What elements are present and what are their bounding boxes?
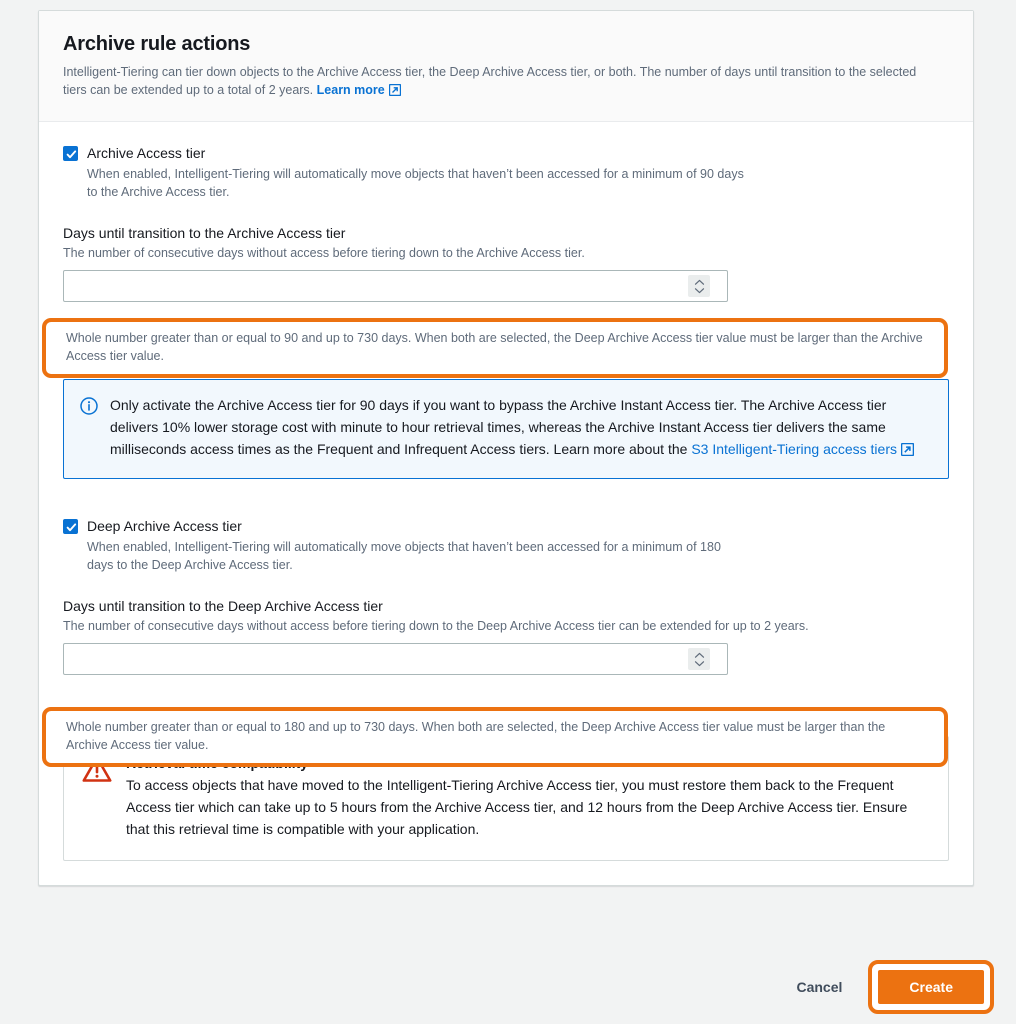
archive-access-constraint-text: Whole number greater than or equal to 90 and up to 730 days. When both are selected, the Deep Archive Access tier value must be larger than the Archive Access tier value. — [66, 331, 923, 363]
deep-archive-access-constraint-highlight — [42, 707, 948, 767]
deep-archive-access-days-stepper[interactable] — [688, 648, 710, 670]
page-title: Archive rule actions — [63, 33, 251, 55]
create-button[interactable]: Create — [878, 970, 984, 1004]
deep-archive-access-tier-texts — [87, 517, 747, 574]
deep-archive-access-tier-description: When enabled, Intelligent-Tiering will automatically move objects that haven’t been accessed for a minimum of 180 days to the Deep Archive Access tier. — [87, 540, 721, 572]
archive-access-days-input[interactable] — [63, 270, 728, 302]
intelligent-tiering-access-tiers-link[interactable] — [691, 441, 914, 457]
archive-access-constraint-highlight — [42, 318, 948, 378]
archive-access-tier-description: When enabled, Intelligent-Tiering will automatically move objects that haven’t been accessed for a minimum of 90 days to the Archive Access tier. — [87, 167, 744, 199]
deep-archive-access-tier-label: Deep Archive Access tier — [87, 518, 242, 534]
learn-more-link[interactable] — [317, 83, 401, 97]
chevron-down-icon — [694, 287, 705, 294]
archive-access-days-field — [63, 223, 949, 302]
archive-access-days-input-wrap — [63, 270, 728, 302]
external-link-icon — [389, 83, 401, 101]
card-description-text: Intelligent-Tiering can tier down objects to the Archive Access tier, the Deep Archive Access tier, or both. The number of days until transition to the selected tiers can be extended up to a total of 2 years. — [63, 65, 917, 97]
create-button-highlight — [868, 960, 994, 1014]
archive-access-tier-label: Archive Access tier — [87, 145, 206, 161]
archive-access-tier-checkbox-row[interactable] — [63, 144, 949, 201]
deep-archive-access-days-field — [63, 596, 949, 675]
card-body — [39, 122, 973, 885]
info-alert-body: Only activate the Archive Access tier for 90 days if you want to bypass the Archive Instant Access tier. The Archive Access tier delivers 10% lower storage cost with minute to hour retrieval times, whereas the Archive Instant Access tier delivers the same milliseconds access times as the Frequent and Infrequent Access tiers. Learn more about the — [110, 397, 887, 457]
external-link-icon — [901, 440, 914, 462]
intelligent-tiering-access-tiers-label: S3 Intelligent-Tiering access tiers — [691, 441, 897, 457]
chevron-up-icon — [694, 652, 705, 659]
archive-access-info-alert — [63, 379, 949, 479]
archive-access-days-label: Days until transition to the Archive Access tier — [63, 225, 346, 241]
deep-archive-access-days-label: Days until transition to the Deep Archive Access tier — [63, 598, 383, 614]
deep-archive-access-tier-checkbox-row[interactable] — [63, 517, 949, 574]
deep-archive-access-constraint-text: Whole number greater than or equal to 180 and up to 730 days. When both are selected, the Deep Archive Access tier value must be larger than the Archive Access tier value. — [66, 720, 886, 752]
cancel-button[interactable]: Cancel — [776, 971, 862, 1003]
card-header — [39, 11, 973, 122]
footer-actions — [0, 960, 1016, 1014]
checkmark-icon — [65, 148, 78, 161]
deep-archive-access-days-input[interactable] — [63, 643, 728, 675]
archive-access-tier-texts — [87, 144, 747, 201]
checkmark-icon — [65, 521, 78, 534]
chevron-down-icon — [694, 660, 705, 667]
card-description — [63, 63, 943, 101]
learn-more-label: Learn more — [316, 83, 385, 97]
deep-archive-access-days-description: The number of consecutive days without access before tiering down to the Deep Archive Access tier can be extended for up to 2 years. — [63, 619, 809, 633]
info-alert-text — [110, 394, 930, 462]
warning-alert-body: To access objects that have moved to the Intelligent-Tiering Archive Access tier, you must restore them back to the Frequent Access tier which can take up to 5 hours from the Archive Access tier, and 12 hours from the Deep Archive Access tier. Ensure that this retrieval time is compatible with your application. — [126, 777, 908, 837]
chevron-up-icon — [694, 279, 705, 286]
archive-access-days-stepper[interactable] — [688, 275, 710, 297]
info-icon — [80, 397, 98, 420]
deep-archive-access-days-input-wrap — [63, 643, 728, 675]
archive-access-tier-checkbox[interactable] — [63, 146, 78, 161]
archive-access-days-description: The number of consecutive days without access before tiering down to the Archive Access tier. — [63, 246, 585, 260]
deep-archive-access-tier-checkbox[interactable] — [63, 519, 78, 534]
